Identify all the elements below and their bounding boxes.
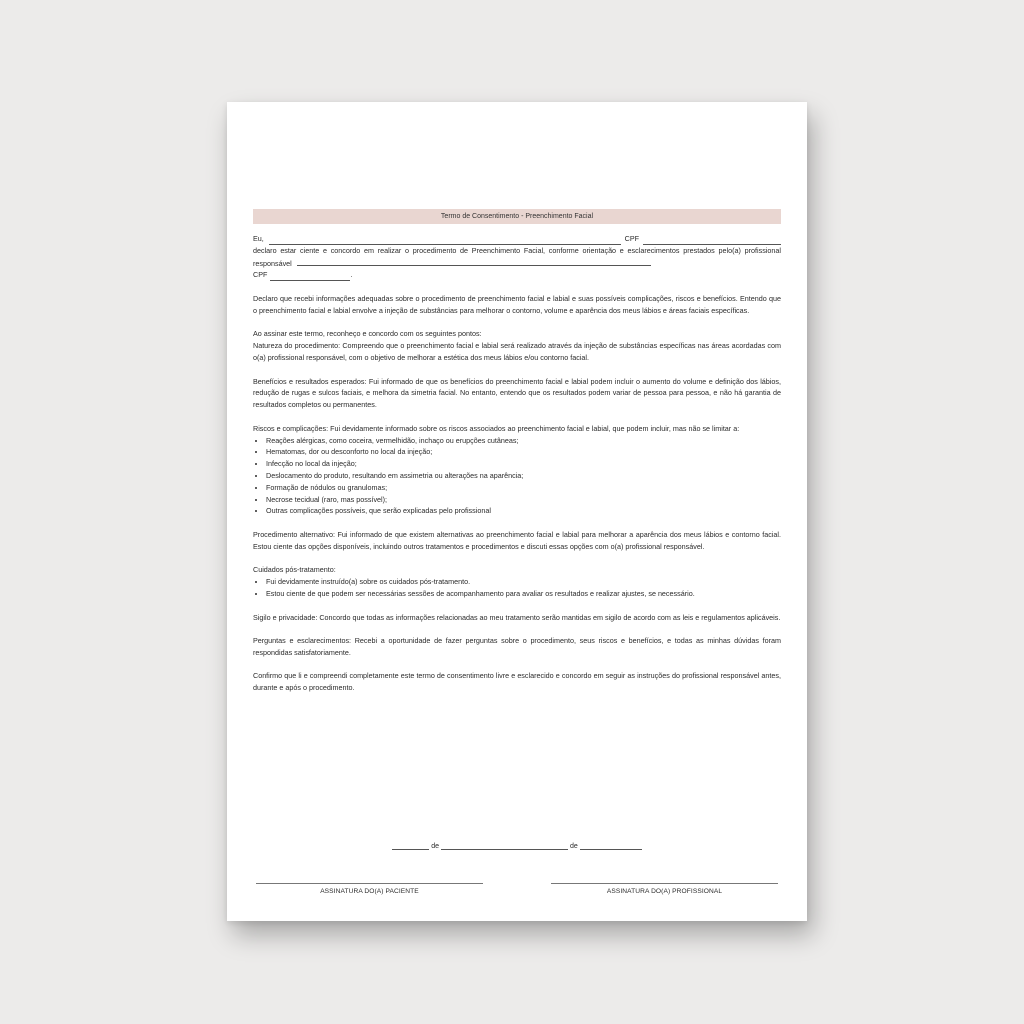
paragraph-beneficios: Benefícios e resultados esperados: Fui informado de que os benefícios do preenchimento facial e labial podem incluir o aumento do volume e definição dos lábios, redução de rugas e sulcos faciais, e melhora da simetria facial. No entanto, entendo que os resultados podem variar de pessoa para pessoa, e não há garantia de resultados completos ou permanentes. xyxy=(253,376,781,410)
list-item: • Estou ciente de que podem ser necessárias sessões de acompanhamento para avaliar os resultados e realizar ajustes, se necessário. xyxy=(266,588,781,600)
patient-signature-label: ASSINATURA DO(A) PACIENTE xyxy=(320,888,419,895)
list-item: • Infecção no local da injeção; xyxy=(266,458,781,470)
declaro-text: declaro estar ciente e concordo em realizar o procedimento de Preenchimento Facial, conforme orientação e esclarecimentos prestados pelo(a) profissional responsável xyxy=(253,245,781,268)
list-item: • Necrose tecidual (raro, mas possível); xyxy=(266,494,781,506)
year-field[interactable] xyxy=(580,842,642,850)
paragraph-assinar: Ao assinar este termo, reconheço e concordo com os seguintes pontos: xyxy=(253,329,482,339)
paragraph-natureza: Natureza do procedimento: Compreendo que o preenchimento facial e labial será realizado através da injeção de substâncias específicas nas áreas acordadas com o(a) profissional responsável, com o objetivo de melhorar a estética dos meus lábios e/ou contorno facial. xyxy=(253,341,781,362)
day-field[interactable] xyxy=(392,842,429,850)
paragraph-info: Declaro que recebi informações adequadas sobre o procedimento de preenchimento facial e labial e suas possíveis complicações, riscos e benefícios. Entendo que o preenchimento facial e labial envolve a injeção de substâncias para melhorar o contorno, volume e aparência dos meus lábios e áreas faciais específicas. xyxy=(253,293,781,315)
document-title: Termo de Consentimento - Preenchimento Facial xyxy=(253,209,781,224)
paragraph-alternativo: Procedimento alternativo: Fui informado de que existem alternativas ao preenchimento facial e labial para melhorar a aparência dos meus lábios e contorno facial. Estou ciente das opções disponíveis, incluindo outros tratamentos e procedimentos e discuti essas opções com o(a) profissional responsável. xyxy=(253,529,781,551)
list-item: • Fui devidamente instruído(a) sobre os cuidados pós-tratamento. xyxy=(266,576,781,588)
professional-signature xyxy=(551,883,778,895)
month-field[interactable] xyxy=(441,842,568,850)
declaro-block xyxy=(253,245,781,270)
date-de2-label: de xyxy=(569,843,578,850)
list-item: • Hematomas, dor ou desconforto no local da injeção; xyxy=(266,446,781,458)
cpf2-suffix: . xyxy=(350,270,353,280)
paragraph-riscos: Riscos e complicações: Fui devidamente informado sobre os riscos associados ao preenchimento facial e labial, que podem incluir, mas não se limitar a: xyxy=(253,423,740,433)
professional-name-field[interactable] xyxy=(297,257,651,266)
cuidados-title: Cuidados pós-tratamento: xyxy=(253,565,336,575)
eu-line xyxy=(253,233,781,245)
cuidados-list xyxy=(253,576,781,600)
cpf2-line xyxy=(253,269,781,281)
professional-cpf-field[interactable] xyxy=(270,272,350,281)
cpf-label: CPF xyxy=(624,234,639,243)
date-de-label: de xyxy=(431,843,440,850)
list-item: • Deslocamento do produto, resultando em assimetria ou alterações na aparência; xyxy=(266,470,781,482)
eu-label: Eu, xyxy=(253,234,264,243)
paragraph-confirmo: Confirmo que li e compreendi completamente este termo de consentimento livre e esclarecido e concordo em seguir as instruções do profissional responsável antes, durante e após o procedimento. xyxy=(253,671,781,693)
professional-signature-label: ASSINATURA DO(A) PROFISSIONAL xyxy=(606,888,723,895)
patient-name-field[interactable] xyxy=(269,236,621,245)
document-page xyxy=(227,102,807,921)
date-line xyxy=(227,842,807,850)
patient-cpf-field[interactable] xyxy=(643,236,781,245)
cpf2-label: CPF xyxy=(253,270,268,280)
list-item: • Formação de nódulos ou granulomas; xyxy=(266,482,781,494)
paragraph-sigilo: Sigilo e privacidade: Concordo que todas as informações relacionadas ao meu tratamento serão mantidas em sigilo de acordo com as leis e regulamentos aplicáveis. xyxy=(253,612,781,622)
list-item: • Reações alérgicas, como coceira, vermelhidão, inchaço ou erupções cutâneas; xyxy=(266,435,781,447)
patient-signature xyxy=(256,883,483,895)
risks-list xyxy=(253,435,781,518)
list-item: • Outras complicações possíveis, que serão explicadas pelo profissional xyxy=(266,505,781,517)
paragraph-perguntas: Perguntas e esclarecimentos: Recebi a oportunidade de fazer perguntas sobre o procedimento, seus riscos e benefícios, e todas as minhas dúvidas foram respondidas satisfatoriamente. xyxy=(253,636,781,657)
document-content xyxy=(253,209,781,706)
